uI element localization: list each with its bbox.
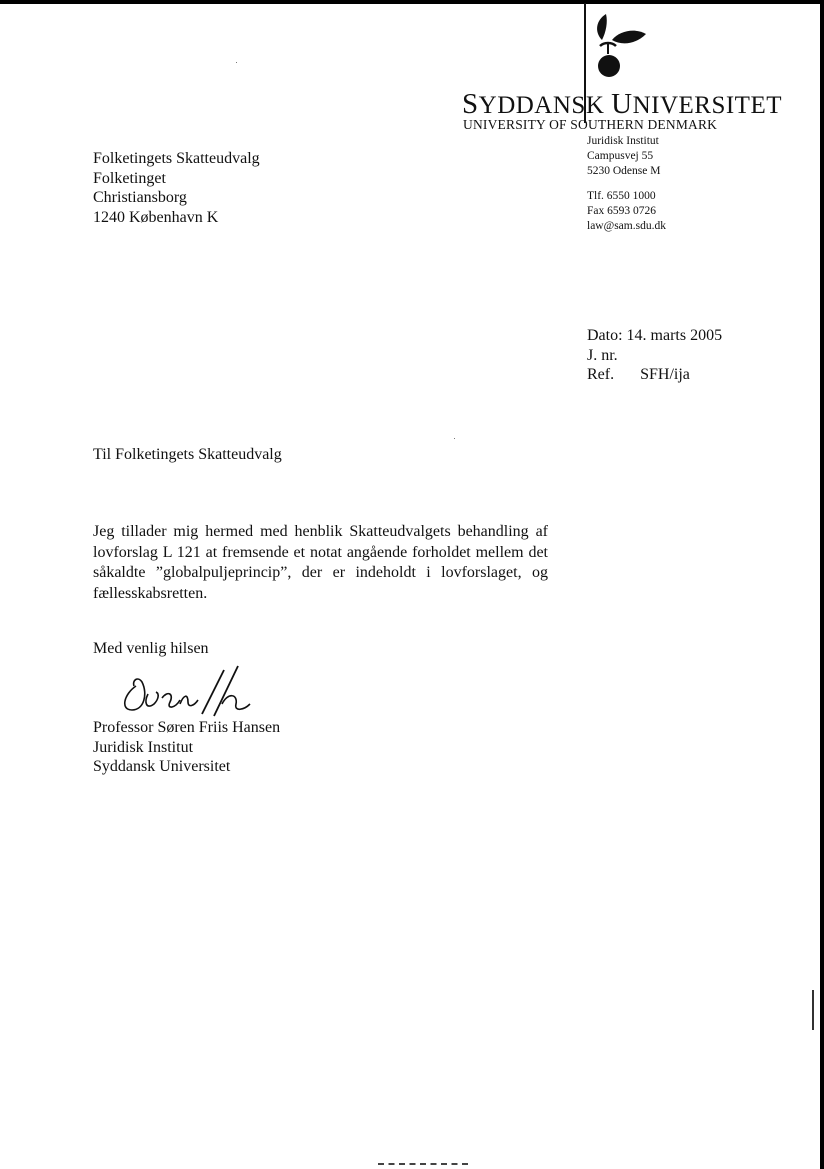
- recipient-line: Folketingets Skatteudvalg: [93, 150, 260, 167]
- journal-number: J. nr.: [587, 346, 618, 364]
- institute-address: [587, 134, 660, 179]
- email-address: law@sam.sdu.dk: [587, 220, 666, 232]
- letter-closing: Med venlig hilsen: [93, 640, 209, 657]
- sender-institute: Juridisk Institut: [93, 738, 194, 756]
- street-address: Campusvej 55: [587, 150, 654, 162]
- reference: [587, 365, 722, 385]
- scan-border-right: [820, 0, 824, 1169]
- recipient-address: [93, 149, 260, 227]
- institute-name: Juridisk Institut: [587, 135, 659, 147]
- letter-meta: [587, 326, 722, 385]
- letter-body: Jeg tillader mig hermed med henblik Skatteudvalgets behandling af lovforslag L 121 at fremsende et notat angående forholdet mellem det såkaldte ”globalpuljeprincip”, der er indeholdt i lovforslaget, og fællesskabsretten.: [93, 523, 548, 602]
- contact-info: [587, 189, 666, 234]
- sender-university: Syddansk Universitet: [93, 758, 231, 775]
- recipient-line: Folketinget: [93, 169, 166, 187]
- fax-number: Fax 6593 0726: [587, 205, 656, 217]
- university-name: SYDDANSK UNIVERSITET: [462, 88, 782, 120]
- scan-speck: [454, 438, 455, 439]
- sender-name: Professor Søren Friis Hansen: [93, 719, 281, 736]
- university-english-name: UNIVERSITY OF SOUTHERN DENMARK: [463, 117, 718, 132]
- phone-number: Tlf. 6550 1000: [587, 190, 656, 202]
- letter-date: Dato: 14. marts 2005: [587, 327, 723, 344]
- scan-speck: [236, 62, 237, 63]
- recipient-line: 1240 København K: [93, 208, 219, 226]
- scan-speck: [378, 1163, 468, 1167]
- sender-block: [93, 718, 280, 777]
- scan-border-top: [0, 0, 824, 4]
- reference-label: Ref.: [587, 366, 615, 383]
- reference-value: SFH/ija: [640, 366, 690, 383]
- scan-speck: [812, 990, 814, 1030]
- handwritten-signature: [118, 664, 268, 724]
- letter-greeting: Til Folketingets Skatteudvalg: [93, 446, 282, 463]
- recipient-line: Christiansborg: [93, 189, 187, 206]
- university-logo-icon: [586, 10, 648, 82]
- city-address: 5230 Odense M: [587, 165, 661, 177]
